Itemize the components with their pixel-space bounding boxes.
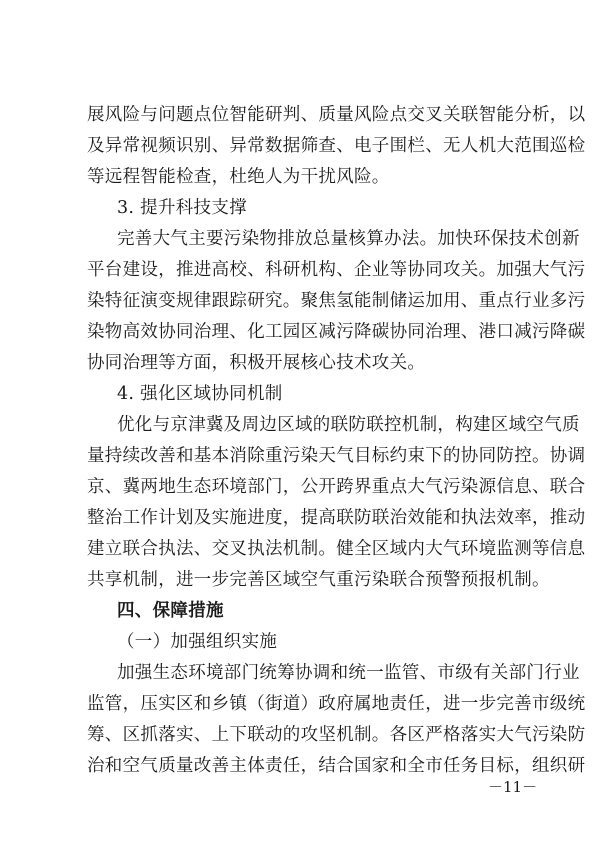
body-line-16: 共享机制，进一步完善区域空气重污染联合预警预报机制。 [87,570,550,590]
page-number: －11－ [488,778,538,796]
body-line-11: 优化与京津冀及周边区域的联防联控机制，构建区域空气质 [117,415,580,435]
body-line-13: 京、冀两地生态环境部门，公开跨界重点大气污染源信息、联合 [87,477,586,497]
section-subheading-1: （一）加强组织实施 [117,632,278,652]
body-line-12: 量持续改善和基本消除重污染天气目标约束下的协同防控。协调 [87,446,586,466]
body-line-3: 等远程智能检查，杜绝人为干扰风险。 [87,167,390,187]
body-line-6: 平台建设，推进高校、科研机构、企业等协同攻关。加强大气污 [87,260,586,280]
body-line-14: 整治工作计划及实施进度，提高联防联治效能和执法效率，推动 [87,508,586,528]
body-line-20: 监管，压实区和乡镇（街道）政府属地责任，进一步完善市级统 [87,694,586,714]
subsection-heading-3: 3. 提升科技支撑 [117,198,247,218]
body-line-2: 及异常视频识别、异常数据筛查、电子围栏、无人机大范围巡检 [87,136,586,156]
subsection-heading-4: 4. 强化区域协同机制 [117,384,283,404]
body-line-19: 加强生态环境部门统筹协调和统一监管、市级有关部门行业 [117,663,580,683]
body-line-8: 染物高效协同治理、化工园区减污降碳协同治理、港口减污降碳 [87,322,586,342]
body-line-9: 协同治理等方面，积极开展核心技术攻关。 [87,353,426,373]
body-line-15: 建立联合执法、交叉执法机制。健全区域内大气环境监测等信息 [87,539,586,559]
body-line-7: 染特征演变规律跟踪研究。聚焦氢能制储运加用、重点行业多污 [87,291,586,311]
body-line-1: 展风险与问题点位智能研判、质量风险点交叉关联智能分析，以 [87,105,586,125]
body-line-21: 筹、区抓落实、上下联动的攻坚机制。各区严格落实大气污染防 [87,725,586,745]
body-line-5: 完善大气主要污染物排放总量核算办法。加快环保技术创新 [117,229,580,249]
body-line-22: 治和空气质量改善主体责任，结合国家和全市任务目标，组织研 [87,756,586,776]
section-heading-4: 四、保障措施 [117,601,224,621]
